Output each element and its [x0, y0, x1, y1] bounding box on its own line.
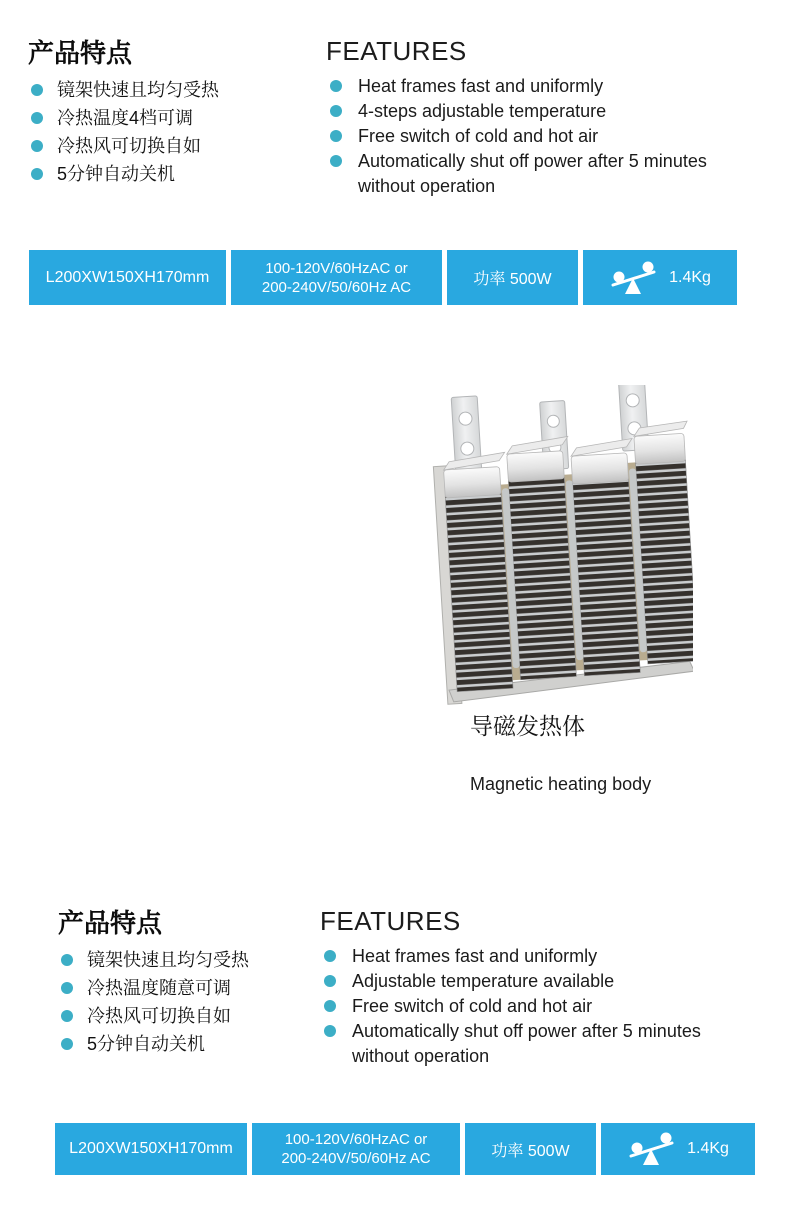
figure-caption-en: Magnetic heating body	[470, 774, 652, 794]
spec-box-dimensions: L200XW150XH170mm	[55, 1123, 247, 1175]
feature-text: Automatically shut off power after 5 minutes without operation	[352, 1021, 701, 1066]
feature-list-en	[326, 74, 730, 199]
bullet-dot-icon	[61, 982, 73, 994]
feature-text: 冷热风可切换自如	[57, 136, 201, 156]
spec-row-top	[29, 250, 737, 305]
bullet-dot-icon	[324, 1025, 336, 1037]
bullet-dot-icon	[324, 950, 336, 962]
bullet-dot-icon	[61, 1010, 73, 1022]
feature-text: 4-steps adjustable temperature	[358, 101, 607, 121]
list-item	[58, 1030, 358, 1058]
spec-box-power: 功率 500W	[447, 250, 578, 305]
list-item	[58, 946, 358, 974]
feature-list-cn	[28, 76, 328, 188]
list-item	[28, 76, 328, 104]
feature-text: Free switch of cold and hot air	[358, 126, 599, 146]
section-title-cn: 产品特点	[58, 908, 163, 938]
spec-row-bottom	[55, 1123, 755, 1175]
feature-text: Heat frames fast and uniformly	[352, 946, 598, 966]
list-item	[320, 944, 724, 969]
feature-text: 冷热温度随意可调	[87, 978, 231, 998]
list-item	[326, 149, 730, 199]
feature-text: Automatically shut off power after 5 minutes without operation	[358, 151, 707, 196]
list-item	[320, 969, 724, 994]
bullet-dot-icon	[324, 1000, 336, 1012]
features-section-en-top	[326, 36, 730, 199]
list-item	[58, 1002, 358, 1030]
voltage-line1: 100-120V/60HzAC or	[265, 259, 408, 277]
bullet-dot-icon	[31, 140, 43, 152]
list-item	[326, 74, 730, 99]
list-item	[320, 994, 724, 1019]
weight-value: 1.4Kg	[669, 268, 711, 286]
feature-text: 镜架快速且均匀受热	[87, 950, 249, 970]
balance-scale-icon	[627, 1131, 675, 1167]
bullet-dot-icon	[324, 975, 336, 987]
list-item	[28, 160, 328, 188]
features-section-en-bottom	[320, 906, 724, 1069]
bullet-dot-icon	[61, 954, 73, 966]
list-item	[58, 974, 358, 1002]
list-item	[320, 1019, 724, 1069]
feature-text: 5分钟自动关机	[87, 1034, 206, 1054]
magnetic-heating-body-image	[431, 385, 693, 705]
list-item	[326, 124, 730, 149]
section-title-en: FEATURES	[326, 36, 467, 66]
figure-caption-cn: 导磁发热体	[470, 713, 585, 739]
voltage-line1: 100-120V/60HzAC or	[284, 1131, 428, 1148]
spec-box-voltage	[231, 250, 442, 305]
list-item	[28, 132, 328, 160]
bullet-dot-icon	[31, 168, 43, 180]
feature-text: 5分钟自动关机	[57, 164, 176, 184]
spec-box-power: 功率 500W	[465, 1123, 596, 1175]
bullet-dot-icon	[330, 80, 342, 92]
features-section-cn-top	[28, 38, 328, 188]
spec-box-weight	[583, 250, 737, 305]
feature-text: Free switch of cold and hot air	[352, 996, 593, 1016]
features-section-cn-bottom	[58, 908, 358, 1058]
bullet-dot-icon	[31, 112, 43, 124]
feature-text: Adjustable temperature available	[352, 971, 615, 991]
bullet-dot-icon	[31, 84, 43, 96]
list-item	[28, 104, 328, 132]
feature-list-en	[320, 944, 724, 1069]
spec-box-weight	[601, 1123, 755, 1175]
feature-text: Heat frames fast and uniformly	[358, 76, 604, 96]
bullet-dot-icon	[330, 105, 342, 117]
section-title-en: FEATURES	[320, 906, 461, 936]
voltage-line2: 200-240V/50/60Hz AC	[261, 278, 412, 296]
spec-box-dimensions: L200XW150XH170mm	[29, 250, 226, 305]
balance-scale-icon	[609, 260, 657, 296]
list-item	[326, 99, 730, 124]
voltage-line2: 200-240V/50/60Hz AC	[281, 1150, 431, 1167]
feature-list-cn	[58, 946, 358, 1058]
bullet-dot-icon	[330, 130, 342, 142]
bullet-dot-icon	[61, 1038, 73, 1050]
bullet-dot-icon	[330, 155, 342, 167]
section-title-cn: 产品特点	[28, 38, 133, 68]
feature-text: 冷热温度4档可调	[57, 108, 194, 128]
feature-text: 镜架快速且均匀受热	[57, 80, 219, 100]
weight-value: 1.4Kg	[687, 1140, 729, 1157]
feature-text: 冷热风可切换自如	[87, 1006, 231, 1026]
spec-box-voltage	[252, 1123, 460, 1175]
